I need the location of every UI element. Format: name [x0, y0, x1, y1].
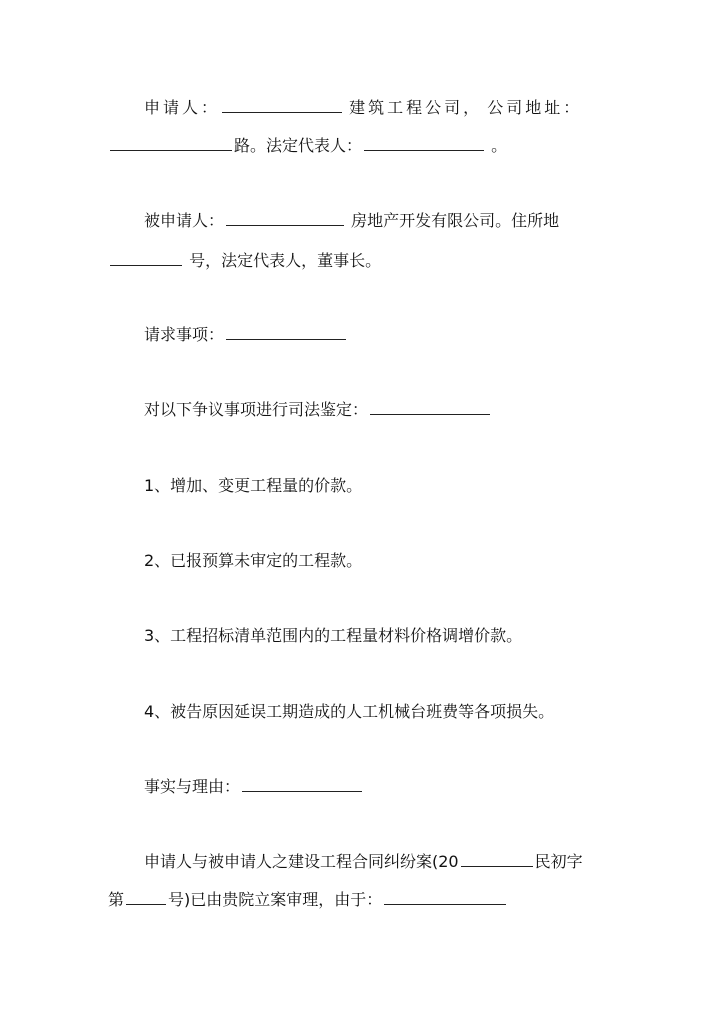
facts-blank	[242, 775, 362, 792]
appraisal-label: 对以下争议事项进行司法鉴定：	[144, 400, 369, 419]
appraisal-item: 3、工程招标清单范围内的工程量材料价格调增价款。	[144, 626, 523, 645]
applicant-road-text: 路。法定代表人：	[234, 136, 363, 155]
case-line	[144, 850, 583, 874]
applicant-address-label: 公司地址：	[487, 98, 583, 117]
case-text-4: 号)已由贵院立案审理，由于：	[168, 890, 383, 909]
appraisal-item: 4、被告原因延误工期造成的人工机械台班费等各项损失。	[144, 702, 555, 721]
applicant-line	[144, 96, 582, 120]
facts-line	[144, 775, 364, 799]
case-text-3: 第	[108, 890, 125, 909]
respondent-line	[144, 209, 559, 233]
case-reason-blank	[384, 888, 506, 905]
applicant-end: 。	[491, 136, 508, 155]
case-text-1: 申请人与被申请人之建设工程合同纠纷案(20	[144, 852, 459, 871]
respondent-address-blank	[110, 249, 182, 266]
applicant-representative-blank	[364, 134, 484, 151]
applicant-address-blank	[110, 134, 232, 151]
applicant-label: 申请人：	[144, 98, 221, 117]
case-number-blank	[126, 888, 166, 905]
appraisal-line	[144, 398, 492, 422]
respondent-name-blank	[226, 209, 344, 226]
appraisal-blank	[370, 398, 490, 415]
facts-label: 事实与理由：	[144, 777, 241, 796]
applicant-company: 建筑工程公司，	[349, 98, 483, 117]
request-label: 请求事项：	[144, 325, 225, 344]
request-line	[144, 323, 348, 347]
respondent-label: 被申请人：	[144, 211, 225, 230]
applicant-line-2	[108, 134, 507, 158]
case-line-2	[108, 888, 508, 912]
case-text-2: 民初字	[534, 852, 583, 871]
appraisal-item: 1、增加、变更工程量的价款。	[144, 476, 363, 495]
applicant-name-blank	[222, 96, 342, 113]
respondent-number-text: 号，法定代表人，董事长。	[189, 251, 382, 270]
request-blank	[226, 323, 346, 340]
appraisal-item: 2、已报预算未审定的工程款。	[144, 551, 363, 570]
respondent-company: 房地产开发有限公司。住所地	[351, 211, 560, 230]
respondent-line-2	[108, 249, 381, 273]
case-year-blank	[461, 850, 533, 867]
